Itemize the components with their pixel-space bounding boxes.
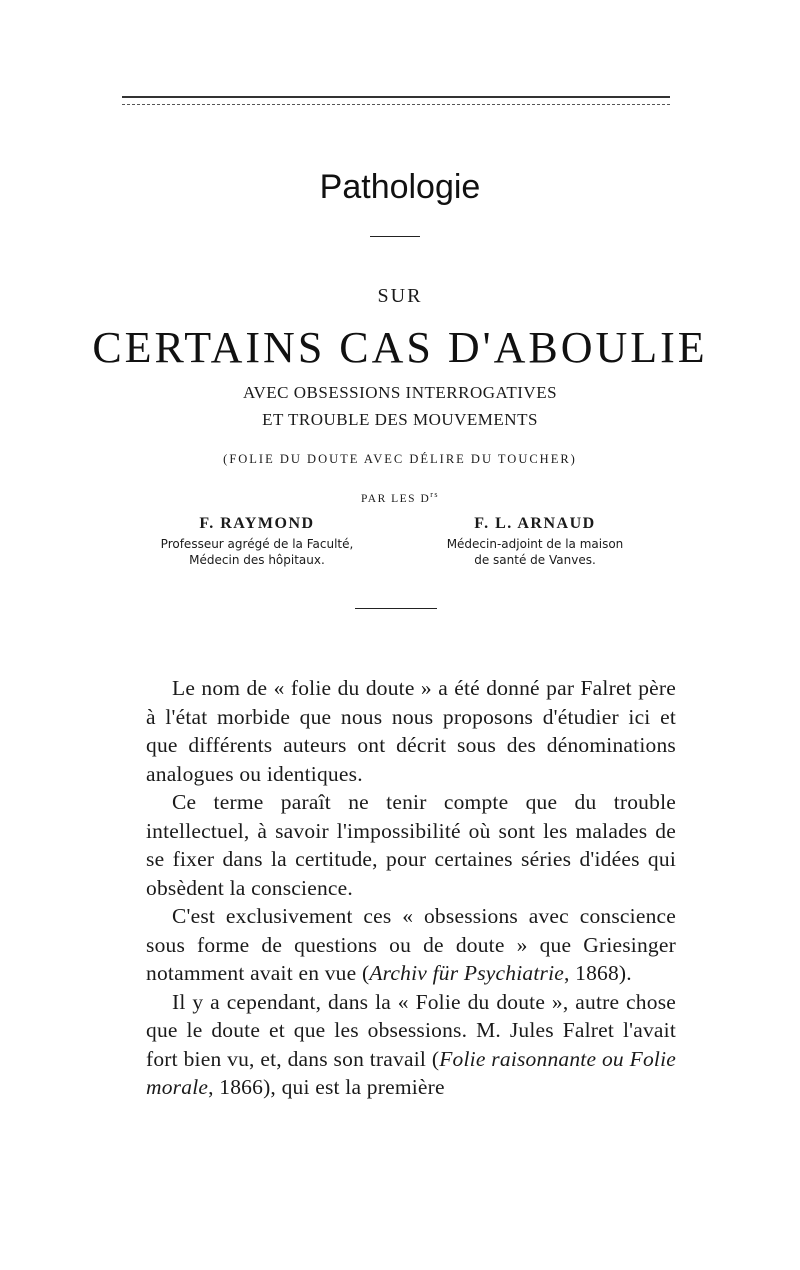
article-preposition: SUR <box>377 285 423 307</box>
citation-title: Folie raisonnante ou Folie morale <box>146 1046 676 1099</box>
article-subtitle-line3: (FOLIE DU DOUTE AVEC DÉLIRE DU TOUCHER) <box>223 452 577 466</box>
authors-intro <box>0 490 800 505</box>
text-run: Il y a cependant, dans la « Folie du doute », autre chose que le doute et que les obsessions. M. Jules Falret l'avait fort bien vu, et, dans son travail ( <box>146 989 676 1071</box>
top-rule <box>122 96 670 105</box>
authors-intro-text: PAR LES D <box>360 492 431 505</box>
author-block <box>122 512 392 568</box>
text-run: C'est exclusivement ces « obsessions avec conscience sous forme de questions ou de doute » que Griesinger notamment avait en vue ( <box>146 904 676 985</box>
author-affiliation: Professeur agrégé de la Faculté, <box>160 537 354 551</box>
author-name: F. RAYMOND <box>199 515 315 532</box>
author-affiliation: Médecin-adjoint de la maison <box>446 537 624 551</box>
article-subtitle-line1: AVEC OBSESSIONS INTERROGATIVES <box>242 383 558 402</box>
article-title: CERTAINS CAS D'ABOULIE <box>92 323 708 372</box>
paragraph <box>146 902 676 988</box>
paragraph: Le nom de « folie du doute » a été donné par Falret père à l'état morbide que nous nous proposons d'étudier ici et que différents auteurs ont décrit sous des dénominations analogues ou identiques. <box>146 676 676 786</box>
citation-title: Archiv für Psychiatrie <box>369 961 564 985</box>
author-block <box>400 512 670 568</box>
text-run: , 1868). <box>563 961 632 985</box>
author-name: F. L. ARNAUD <box>474 515 596 532</box>
paragraph <box>146 988 676 1102</box>
paragraph: Ce terme paraît ne tenir compte que du trouble intellectuel, à savoir l'impossibilité où sont les malades de se fixer dans la certitude, pour certaines séries d'idées qui obsèdent la conscience. <box>146 790 676 900</box>
author-affiliation: Médecin des hôpitaux. <box>189 553 325 567</box>
article-subtitle-line2: ET TROUBLE DES MOUVEMENTS <box>262 410 538 429</box>
header-divider <box>355 608 437 609</box>
text-run: , 1866), qui est la première <box>208 1075 445 1099</box>
title-divider <box>370 236 420 237</box>
body-text <box>146 674 676 1102</box>
section-title: Pathologie <box>319 168 481 206</box>
author-affiliation: de santé de Vanves. <box>474 553 596 567</box>
authors-intro-sup: rs <box>430 490 440 499</box>
